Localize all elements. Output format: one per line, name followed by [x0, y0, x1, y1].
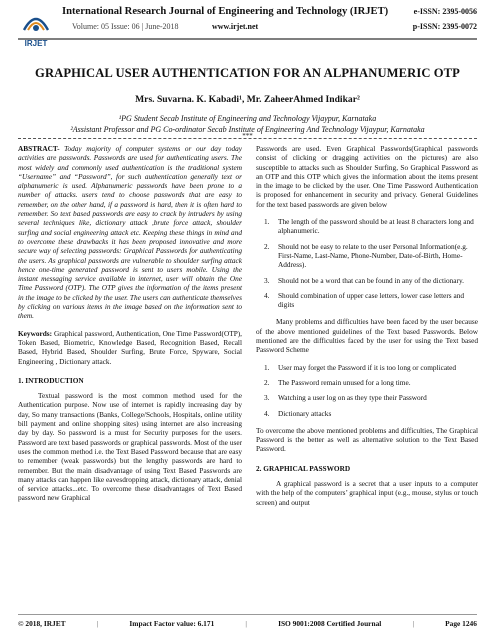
- footer-impact-factor: Impact Factor value: 6.171: [129, 619, 215, 628]
- list-item: 1. The length of the password should be at least 8 characters long and alphanumeric.: [264, 217, 474, 236]
- list-item: 4. Dictionary attacks: [264, 408, 332, 418]
- introduction-heading: 1. INTRODUCTION: [18, 375, 84, 385]
- list-item: 3. Should not be a word that can be found in any of the dictionary.: [264, 275, 464, 285]
- introduction-paragraph: Textual password is the most common method used for the Authentication purpose. Now use of internet is rapidly increasing day by day, So many transactions (Banks, College/Schools, Hospitals, online utility bill payment and online shopping sites) using internet are also increasing day by day. So password is a must for Security purposes for the users. Password are text based passwords or graphical passwords. Most of the user uses the common method i.e. the Text Based Password because that are easy to remember (weak passwords) but the lengthy passwords are hard to remember. But the main disadvantage of using Text Based Passwords are many attacks can happen like eavesdropping attack, dictionary attack, denial of service attacks...etc. To overcome these disadvantages of Text Based password new Graphical: [18, 391, 242, 503]
- list-item: 4. Should combination of upper case letters, lower case letters and digits: [264, 290, 465, 310]
- abstract-label: ABSTRACT-: [18, 144, 60, 153]
- paper-title: GRAPHICAL USER AUTHENTICATION FOR AN ALPHANUMERIC OTP: [35, 66, 460, 80]
- e-issn: e-ISSN: 2395-0056: [413, 7, 477, 16]
- keywords-text: Graphical password, Authentication, One Time Password(OTP), Token Based, Biometric, Knowledge Based, Recognition Based, Recall Based, Hybrid Based, Shoulder Surfing, Brute Force, Spyware, Social Engineering , Dictionary attack.: [18, 328, 243, 366]
- abstract-text: Today majority of computer systems or our day today activities are passwords. Passwords are used for authenticating users. The most widely and commonly used authentication is the traditional system “Username” and “Password”, for such authentication generally text or alphanumeric is used. Alphanumeric passwords have been prone to a number of attacks. users tend to choose passwords that are easy to remember, on the other hand, if a password is hard, then it is often hard to remember. So text based passwords are easy to crack by intruders by using several techniques like, dictionary attack ,brute force attack, shoulder surfing and social engineering attack etc. Keeping these things in mind and to overcome these drawbacks it has been proposed innovative and more secure way of selecting passwords: Graphical Passwords for authenticating the users. As graphical passwords are vulnerable to shoulder surfing attack hence one-time generated password is sent to users mobile. Using the instant messaging service available in internet, user will obtain the One Time Password (OTP). The OTP gives the information of the items present in the image to be clicked by the user. The users can authenticate themselves by clicking on various items in the image based on the information sent to them.: [18, 144, 242, 321]
- keywords-label: Keywords:: [18, 328, 53, 338]
- header-divider: [18, 38, 477, 40]
- irjet-logo-icon: [18, 6, 54, 50]
- overcome-paragraph: To overcome the above mentioned problems and difficulties, The Graphical Password is the better as well as alternative solution to the Text Based Password.: [256, 425, 478, 454]
- footer-divider: |: [245, 619, 247, 628]
- page-header: [0, 0, 495, 56]
- difficulties-list: [256, 363, 478, 418]
- page-footer: [18, 614, 477, 628]
- p-issn: p-ISSN: 2395-0072: [412, 22, 477, 31]
- footer-page-number: Page 1246: [445, 619, 477, 628]
- divider-stars: ***: [242, 132, 253, 140]
- graphical-password-heading: 2. GRAPHICAL PASSWORD: [256, 463, 351, 473]
- difficulties-paragraph: Many problems and difficulties have been faced by the user because of the above mentioned guidelines of the Text based Passwords. Below mentioned are the difficulties faced by the user for using the Text based Password Scheme: [256, 317, 478, 355]
- intro-continuation-paragraph: Passwords are used. Even Graphical Passwords(Graphical passwords consist of clicking or dragging activities on the pictures) are also susceptible to attacks such as Shoulder Surfing, So Graphical Password as an OTP and this OTP which gives the information about the items present in the image to be clicked by the user. One Time Password Authentication is proposed for enhancement in security and privacy. General Guidelines for the text based passwords are given below: [256, 144, 478, 209]
- left-column: [18, 144, 242, 509]
- list-item: 2. The Password remain unused for a long time.: [264, 377, 411, 387]
- affiliation-2: ²Assistant Professor and PG Co-ordinator Secab Institute of Engineering And Technology Vijaypur, Karnataka: [70, 125, 425, 134]
- list-item: 3. Watching a user log on as they type their Password: [264, 393, 427, 403]
- journal-website-link[interactable]: www.irjet.net: [212, 22, 259, 31]
- graphical-password-paragraph: A graphical password is a secret that a user inputs to a computer with the help of the computers’ graphical input (e.g., mouse, stylus or touch screen) and output: [256, 479, 478, 507]
- affiliation-1: ¹PG Student Secab Institute of Engineering and Technology Vijaypur, Karnataka: [118, 114, 377, 123]
- list-item: 1. User may forget the Password if it is too long or complicated: [264, 362, 456, 372]
- password-guidelines-list: [256, 217, 478, 309]
- journal-title: International Research Journal of Engineering and Technology (IRJET): [62, 6, 389, 17]
- keywords: [18, 329, 242, 366]
- volume-issue: Volume: 05 Issue: 06 | June-2018: [72, 22, 179, 31]
- footer-iso: ISO 9001:2008 Certified Journal: [278, 619, 382, 628]
- list-item: 2. Should not be easy to relate to the user Personal Information(e.g. First-Name, Last-Name, Phone-Number, Date-of-Birth, Home-Address).: [264, 241, 468, 270]
- footer-copyright: © 2018, IRJET: [18, 619, 66, 628]
- footer-divider: |: [96, 619, 99, 628]
- abstract: [18, 144, 242, 321]
- right-column: [256, 144, 478, 513]
- logo-text: IRJET: [24, 39, 48, 48]
- authors: Mrs. Suvarna. K. Kabadi¹, Mr. ZaheerAhmed Indikar²: [135, 94, 360, 105]
- footer-divider: |: [412, 619, 414, 628]
